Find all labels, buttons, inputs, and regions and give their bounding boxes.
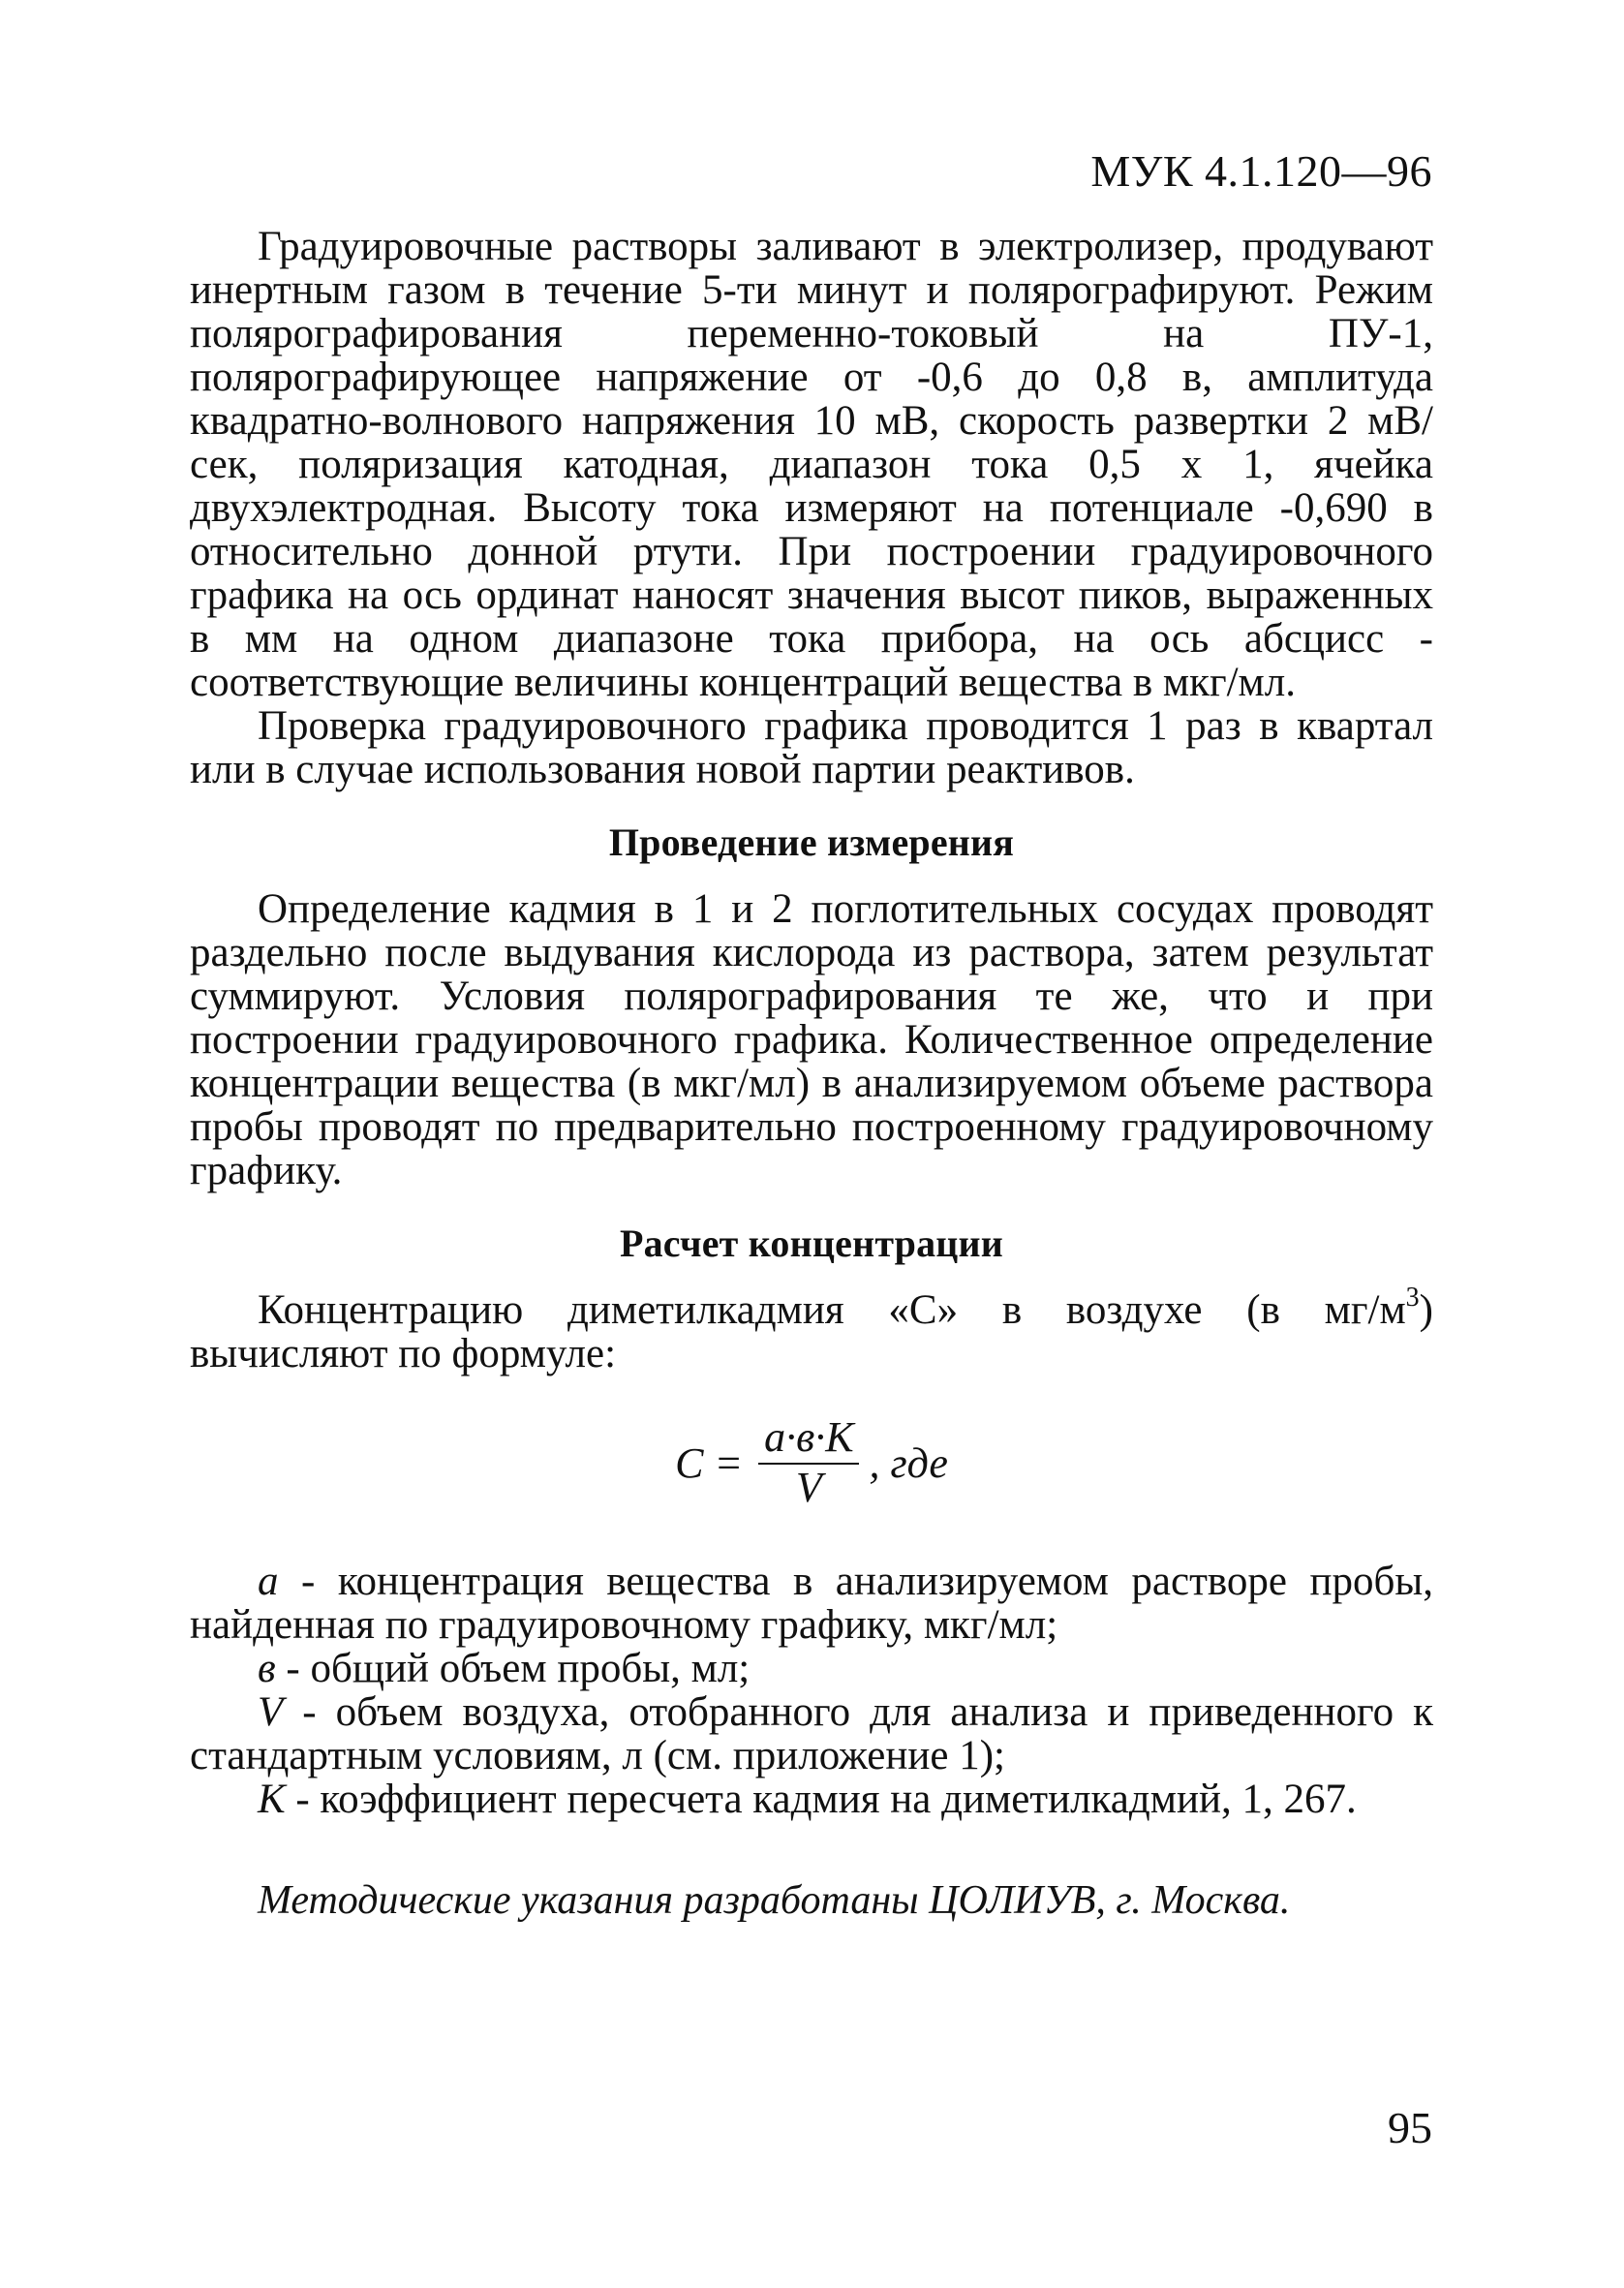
definition-v-lower <box>190 1647 1433 1690</box>
definition-text: - концентрация вещества в анализируемом растворе пробы, найденная по градуировочному графику, мкг/мл; <box>190 1559 1433 1648</box>
definition-text: - объем воздуха, отобранного для анализа и приведенного к стандартным условиям, л (см. приложение 1); <box>190 1689 1433 1778</box>
paragraph-formula-intro <box>190 1283 1433 1376</box>
formula-numerator: а·в·К <box>758 1414 859 1465</box>
paragraph-calibration-check: Проверка градуировочного графика проводится 1 раз в квартал или в случае использования новой партии реактивов. <box>190 703 1433 792</box>
definition-symbol: К <box>258 1777 286 1822</box>
document-body <box>190 225 1433 1963</box>
definition-a <box>190 1560 1433 1647</box>
formula-intro-text: Концентрацию диметилкадмия «С» в воздухе (в мг/м <box>258 1287 1406 1333</box>
formula-tail: , где <box>869 1438 948 1487</box>
formula-lhs: С = <box>675 1438 744 1487</box>
heading-concentration-calc: Расчет концентрации <box>619 1221 1004 1265</box>
document-code: МУК 4.1.120—96 <box>1090 146 1432 196</box>
concentration-formula <box>190 1414 1433 1511</box>
formula-fraction <box>758 1414 859 1511</box>
formula-denominator: V <box>795 1464 822 1511</box>
definition-coefficient <box>190 1778 1433 1821</box>
definition-symbol: в <box>258 1646 276 1691</box>
paragraph-measurement: Определение кадмия в 1 и 2 поглотительных сосудах проводят раздельно после выдувания кислорода из раствора, затем результат суммируют. Условия полярографирования те же, что и при построении градуировочного графика. Количественное определение концентрации вещества (в мкг/мл) в анализируемом объеме раствора пробы проводят по предварительно построенному градуировочному графику. <box>190 886 1433 1193</box>
heading-measurement: Проведение измерения <box>608 820 1015 864</box>
definition-symbol: а <box>258 1559 279 1604</box>
definition-text: - коэффициент пересчета кадмия на диметилкадмий, 1, 267. <box>285 1777 1357 1822</box>
paragraph-calibration-solutions: Градуировочные растворы заливают в электролизер, продувают инертным газом в течение 5-ти минут и полярографируют. Режим полярографирования переменно-токовый на ПУ-1, полярографирующее напряжение от -0,6 до 0,8 в, амплитуда квадратно-волнового напряжения 10 мВ, скорость развертки 2 мВ/сек, поляризация катодная, диапазон тока 0,5 x 1, ячейка двухэлектродная. Высоту тока измеряют на потенциале -0,690 в относительно донной ртути. При построении градуировочного графика на ось ординат наносят значения высот пиков, выраженных в мм на одном диапазоне тока прибора, на ось абсцисс - соответствующие величины концентраций вещества в мкг/мл. <box>190 224 1433 705</box>
definition-volume <box>190 1690 1433 1778</box>
cubic-superscript: 3 <box>1405 1283 1420 1313</box>
definition-text: - общий объем пробы, мл; <box>275 1646 751 1691</box>
page-number: 95 <box>1388 2103 1432 2152</box>
formula-intro-tail: ) вычисляют по формуле: <box>190 1287 1433 1376</box>
authorship-note: Методические указания разработаны ЦОЛИУВ, г. Москва. <box>258 1878 1291 1923</box>
definition-symbol: V <box>258 1689 284 1735</box>
